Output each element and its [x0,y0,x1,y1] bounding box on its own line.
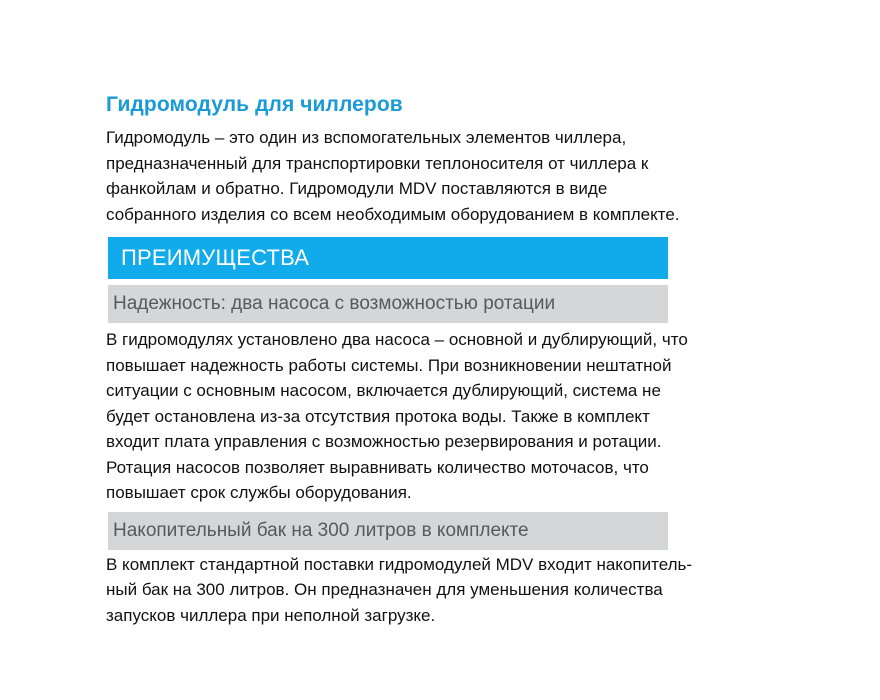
text-line: запусков чиллера при неполной загрузке. [106,605,436,625]
text-line: Гидромодуль – это один из вспомогательных элементов чиллера, [106,128,627,147]
page-title: Гидромодуль для чиллеров [106,93,403,116]
text-line: Ротация насосов позволяет выравнивать количество моточасов, что [106,457,649,477]
tank-paragraph [106,552,806,629]
reliability-paragraph [106,327,806,506]
text-line: повышает срок службы оборудования. [106,483,412,502]
section-heading-tank: Накопительный бак на 300 литров в комплекте [108,512,668,550]
advantages-banner: ПРЕИМУЩЕСТВА [108,237,668,279]
text-line: В комплект стандартной поставки гидромодулей MDV входит накопитель- [106,554,693,574]
text-line: будет остановлена из-за отсутствия протока воды. Также в комплект [106,406,650,426]
text-line: входит плата управления с возможностью резервирования и ротации. [106,432,662,451]
text-line: ный бак на 300 литров. Он предназначен для уменьшения количества [106,580,663,599]
document-page [106,92,806,628]
text-line: ситуации с основным насосом, включается дублирующий, система не [106,381,661,400]
text-line: В гидромодулях установлено два насоса – основной и дублирующий, что [106,330,688,349]
text-line: повышает надежность работы системы. При возникновении нештатной [106,355,672,375]
section-heading-reliability: Надежность: два насоса с возможностью ротации [108,285,668,323]
text-line: фанкойлам и обратно. Гидромодули MDV поставляются в виде [106,179,608,198]
intro-paragraph [106,125,806,227]
text-line: предназначенный для транспортировки теплоносителя от чиллера к [106,153,649,173]
text-line: собранного изделия со всем необходимым оборудованием в комплекте. [106,204,680,224]
